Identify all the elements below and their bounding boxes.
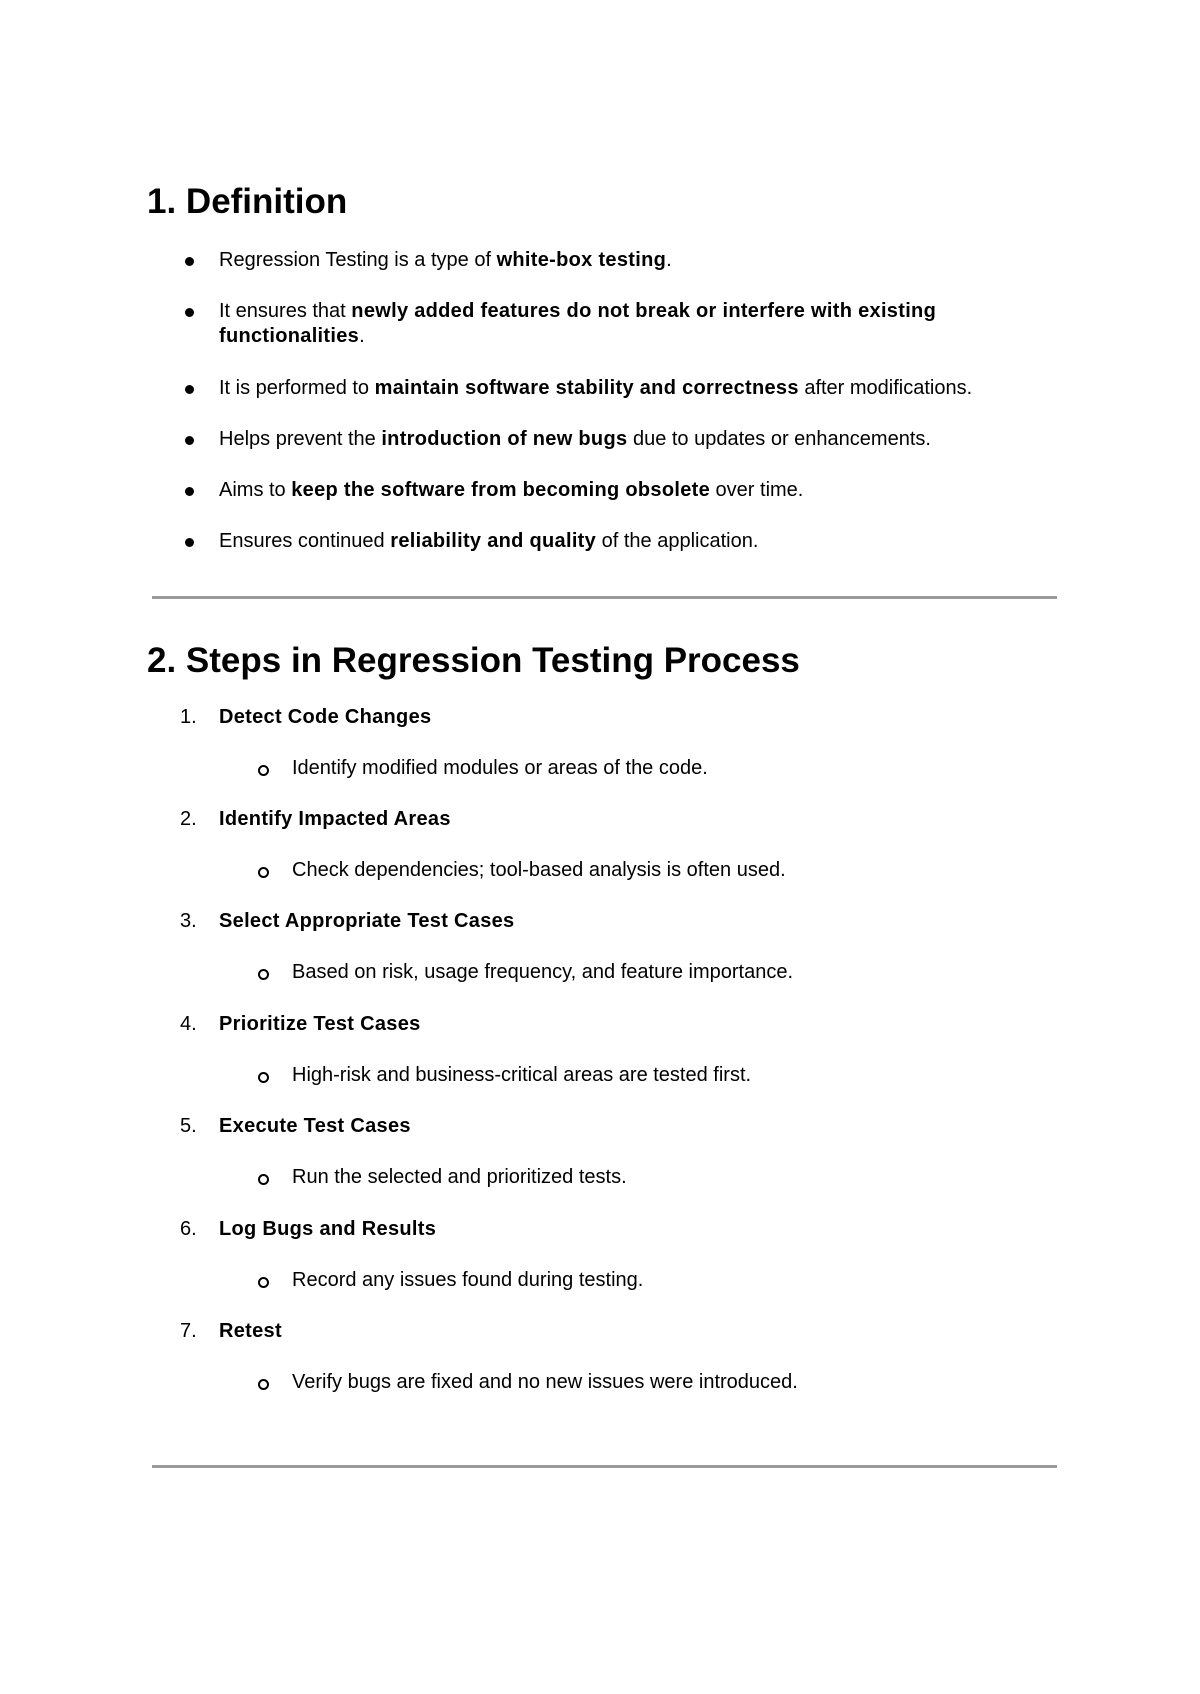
hollow-bullet-icon [258,1277,269,1288]
bullet-dot-icon [185,538,194,547]
step-description: Based on risk, usage frequency, and feature importance. [292,961,794,983]
step-description: Check dependencies; tool-based analysis is often used. [292,859,786,881]
hollow-bullet-icon [258,1379,269,1390]
list-item: Regression Testing is a type of white-box testing. [219,248,1059,273]
list-item [0,1319,1100,1409]
step-title: Execute Test Cases [219,1115,411,1137]
step-description: Run the selected and prioritized tests. [292,1166,627,1188]
step-number: 5. [180,1115,197,1137]
list-item: It is performed to maintain software stability and correctness after modifications. [219,376,1059,401]
bullet-dot-icon [185,257,194,266]
hollow-bullet-icon [258,765,269,776]
horizontal-divider [152,1465,1057,1468]
step-title: Log Bugs and Results [219,1218,437,1240]
list-item: Aims to keep the software from becoming obsolete over time. [219,478,1059,503]
step-number: 6. [180,1218,197,1240]
bullet-dot-icon [185,385,194,394]
list-item: Helps prevent the introduction of new bugs due to updates or enhancements. [219,427,1059,452]
list-item: It ensures that newly added features do not break or interfere with existing functionalities. [219,299,1059,349]
bullet-dot-icon [185,308,194,317]
step-number: 3. [180,910,197,932]
list-item [0,1012,1100,1102]
section-heading-steps: 2. Steps in Regression Testing Process [147,641,800,680]
step-title: Identify Impacted Areas [219,808,451,830]
step-description: Verify bugs are fixed and no new issues were introduced. [292,1371,798,1393]
list-item [0,1114,1100,1204]
hollow-bullet-icon [258,867,269,878]
section-heading-definition: 1. Definition [147,182,348,221]
list-item [0,705,1100,795]
step-title: Prioritize Test Cases [219,1013,421,1035]
step-number: 2. [180,808,197,830]
hollow-bullet-icon [258,1174,269,1185]
step-number: 7. [180,1320,197,1342]
step-description: Record any issues found during testing. [292,1269,644,1291]
horizontal-divider [152,596,1057,599]
hollow-bullet-icon [258,969,269,980]
step-number: 1. [180,706,197,728]
step-title: Detect Code Changes [219,706,432,728]
bullet-dot-icon [185,487,194,496]
list-item [0,807,1100,897]
bullet-dot-icon [185,436,194,445]
step-title: Retest [219,1320,282,1342]
step-description: Identify modified modules or areas of the code. [292,757,708,779]
step-description: High-risk and business-critical areas are tested first. [292,1064,752,1086]
list-item: Ensures continued reliability and quality of the application. [219,529,1059,554]
list-item [0,1217,1100,1307]
hollow-bullet-icon [258,1072,269,1083]
step-number: 4. [180,1013,197,1035]
step-title: Select Appropriate Test Cases [219,910,515,932]
list-item [0,909,1100,999]
